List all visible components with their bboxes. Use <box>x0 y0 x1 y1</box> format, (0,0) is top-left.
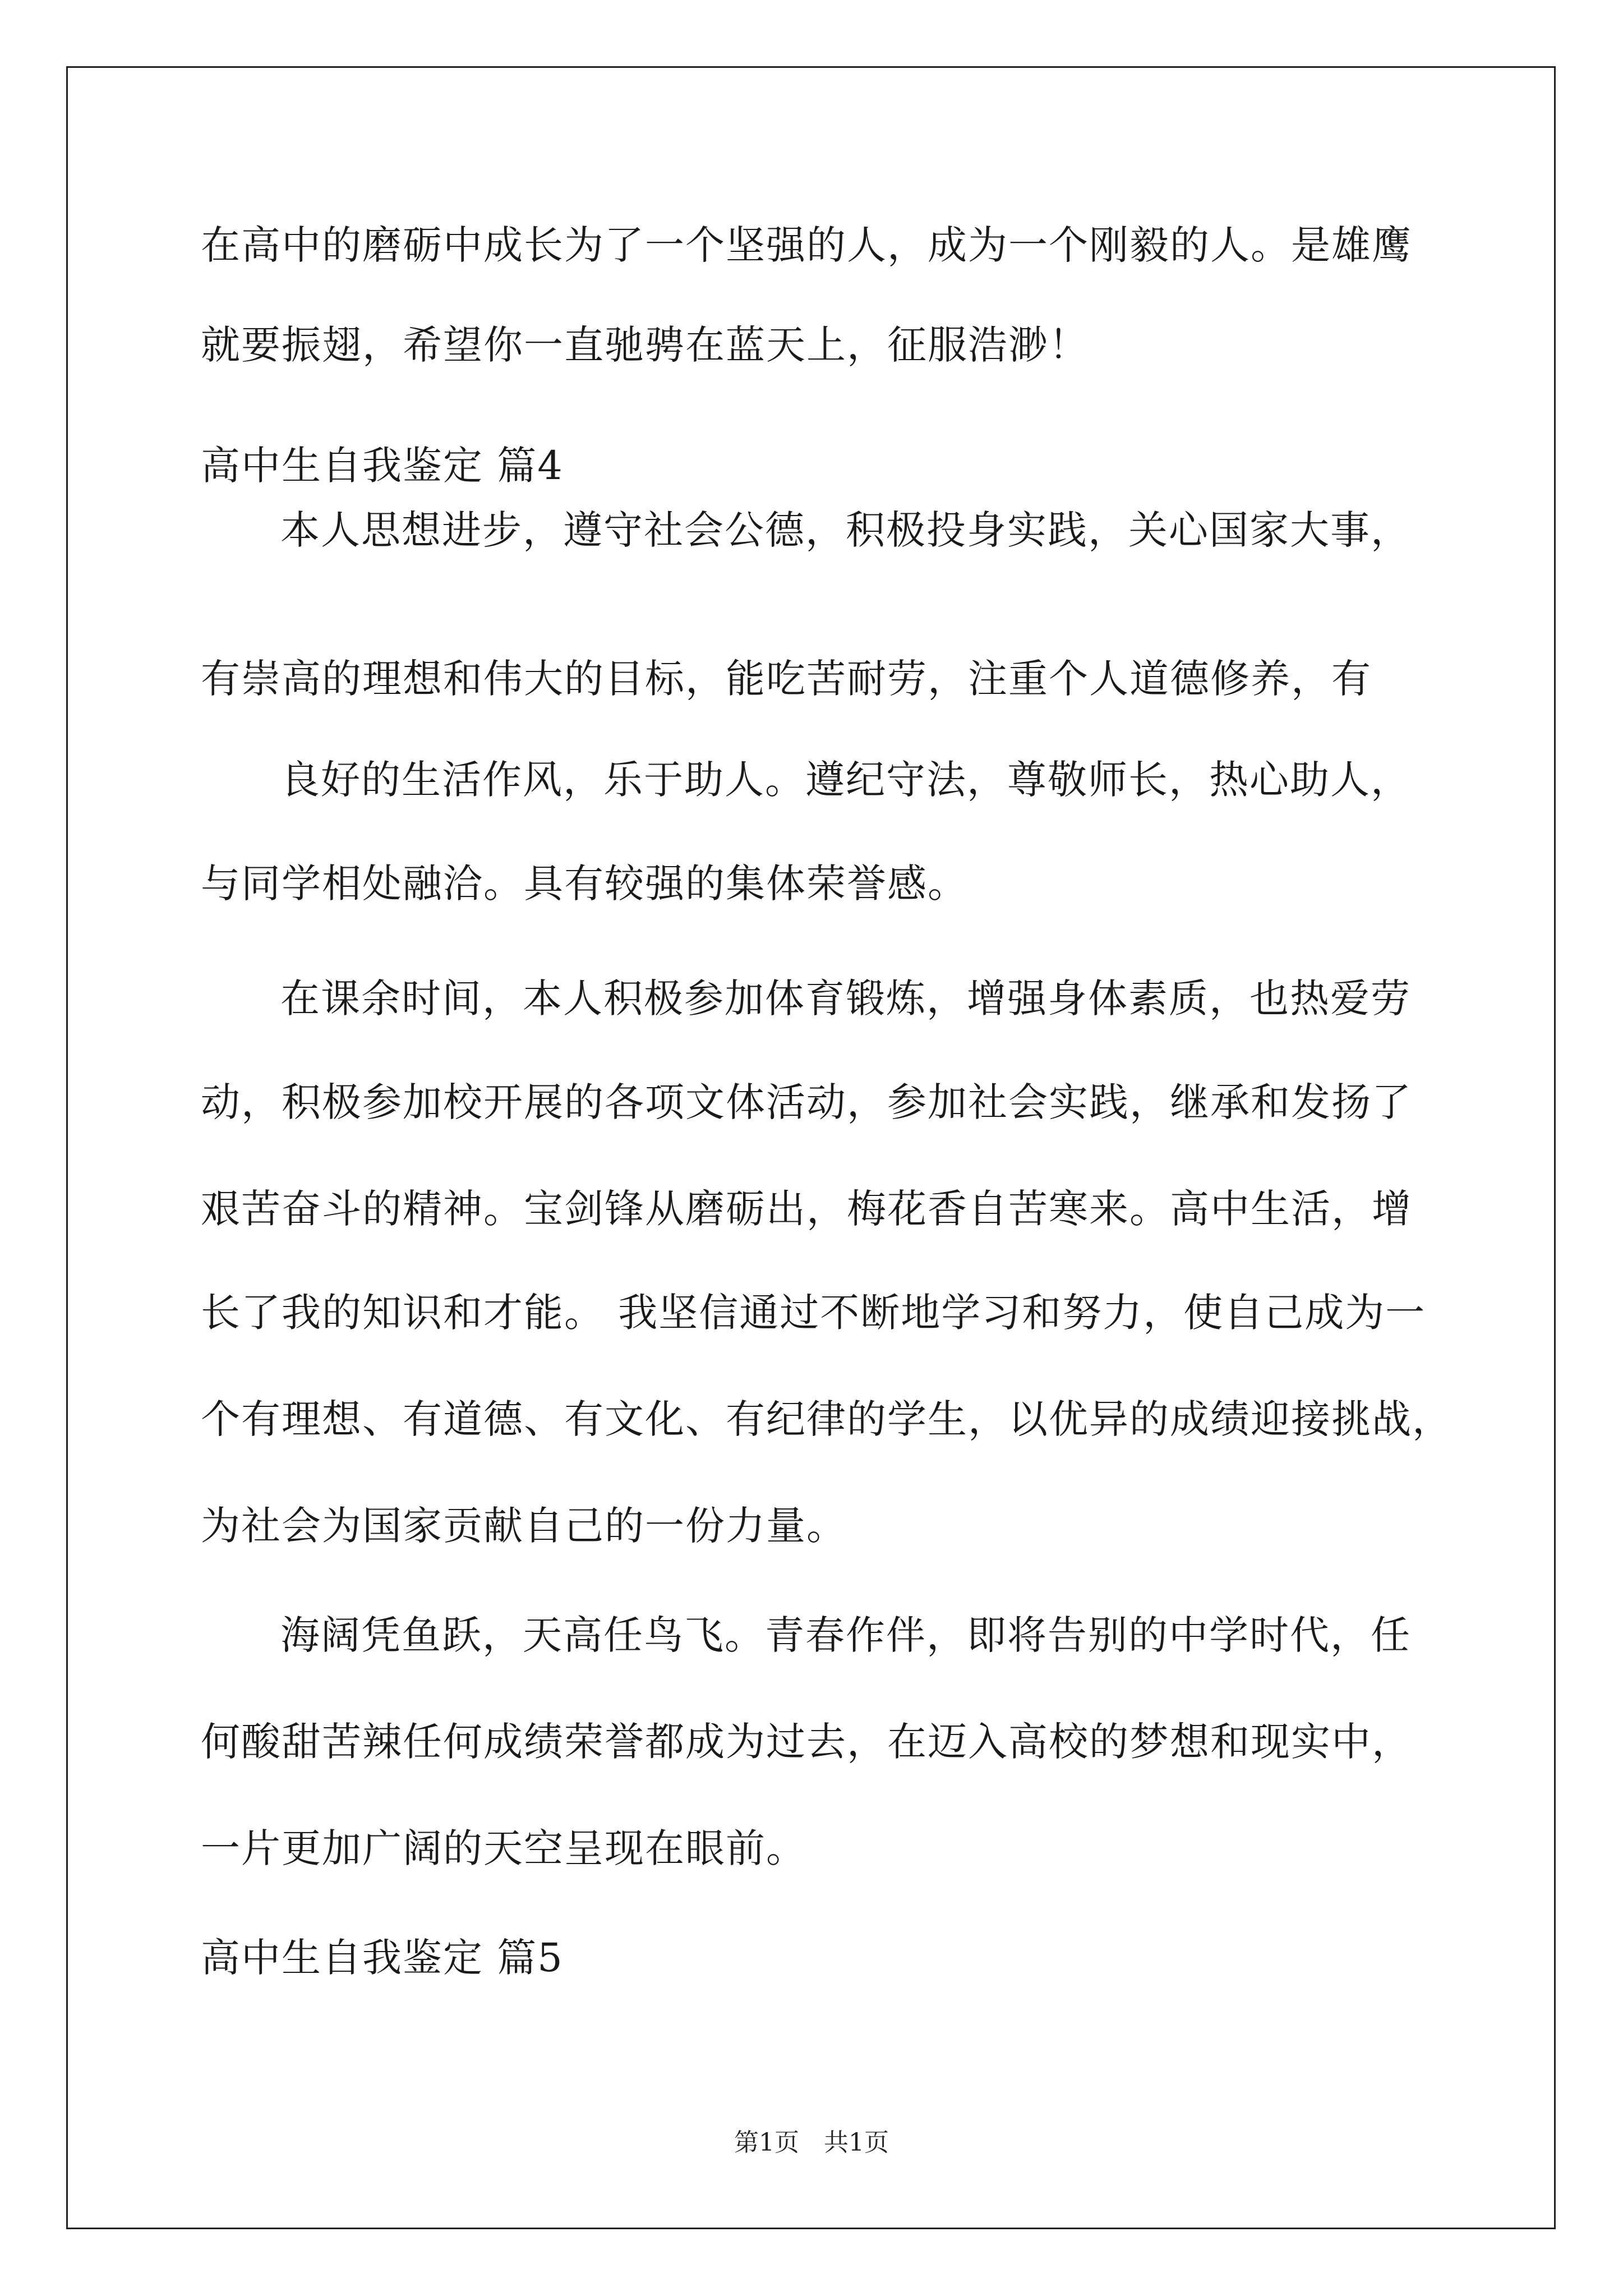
text-line: 就要振翅，希望你一直驰骋在蓝天上，征服浩渺！ <box>201 322 1089 368</box>
section-heading: 高中生自我鉴定 篇4 <box>201 443 564 489</box>
page-footer: 第1页 共1页 <box>734 2128 889 2157</box>
text-line: 艰苦奋斗的精神。宝剑锋从磨砺出，梅花香自苦寒来。高中生活，增 <box>201 1186 1412 1232</box>
text-line: 有崇高的理想和伟大的目标，能吃苦耐劳，注重个人道德修养，有 <box>201 656 1372 702</box>
page-border <box>66 66 1556 2229</box>
paragraph-first-line: 本人思想进步，遵守社会公德，积极投身实践，关心国家大事， <box>280 507 1411 553</box>
section-heading: 高中生自我鉴定 篇5 <box>201 1935 564 1981</box>
text-line: 个有理想、有道德、有文化、有纪律的学生，以优异的成绩迎接挑战， <box>201 1396 1453 1442</box>
text-line: 动，积极参加校开展的各项文体活动，参加社会实践，继承和发扬了 <box>201 1079 1412 1125</box>
text-line: 在高中的磨砺中成长为了一个坚强的人，成为一个刚毅的人。是雄鹰 <box>201 222 1412 268</box>
text-line: 为社会为国家贡献自己的一份力量。 <box>201 1503 847 1549</box>
text-line: 一片更加广阔的天空呈现在眼前。 <box>201 1825 806 1871</box>
paragraph-first-line: 海阔凭鱼跃，天高任鸟飞。青春作伴，即将告别的中学时代，任 <box>280 1612 1411 1658</box>
text-line: 良好的生活作风，乐于助人。遵纪守法，尊敬师长，热心助人， <box>280 757 1411 803</box>
text-line: 何酸甜苦辣任何成绩荣誉都成为过去，在迈入高校的梦想和现实中， <box>201 1719 1412 1765</box>
text-line: 长了我的知识和才能。 我坚信通过不断地学习和努力，使自己成为一 <box>201 1290 1426 1336</box>
paragraph-first-line: 在课余时间，本人积极参加体育锻炼，增强身体素质，也热爱劳 <box>280 976 1411 1022</box>
text-line: 与同学相处融洽。具有较强的集体荣誉感。 <box>201 861 968 907</box>
